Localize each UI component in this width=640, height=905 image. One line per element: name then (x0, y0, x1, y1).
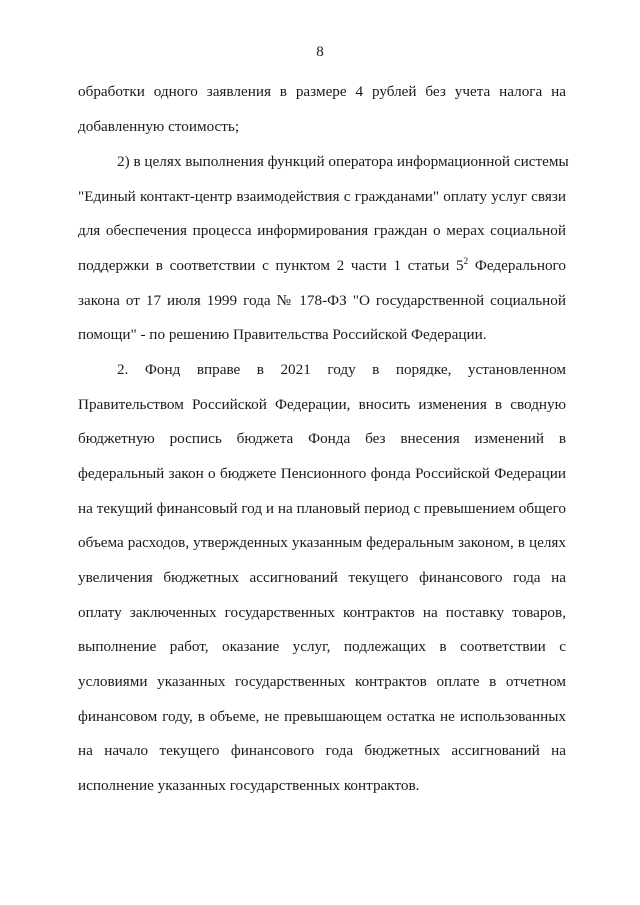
superscript: 2 (463, 256, 469, 266)
text-line: для обеспечения процесса информирования граждан о мерах социальной (78, 222, 566, 239)
page-number: 8 (316, 44, 324, 60)
text-line: 2) в целях выполнения функций оператора информационной системы (117, 153, 569, 170)
text-line: 2. Фонд вправе в 2021 году в порядке, установленном (117, 361, 566, 378)
text-line: добавленную стоимость; (78, 118, 240, 135)
text-line: Правительством Российской Федерации, вносить изменения в сводную (78, 396, 566, 413)
text-fragment: поддержки в соответствии с пунктом 2 части 1 статьи 5 (78, 257, 464, 274)
text-line: помощи" - по решению Правительства Российской Федерации. (78, 326, 487, 343)
text-line: на текущий финансовый год и на плановый период с превышением общего (78, 500, 566, 517)
text-line: на начало текущего финансового года бюджетных ассигнований на (78, 742, 566, 759)
text-line: закона от 17 июля 1999 года № 178-ФЗ "О государственной социальной (78, 292, 566, 309)
text-line: "Единый контакт-центр взаимодействия с гражданами" оплату услуг связи (78, 188, 566, 205)
text-line: выполнение работ, оказание услуг, подлежащих в соответствии с (78, 638, 566, 655)
text-fragment: Федерального (468, 257, 566, 274)
text-line: федеральный закон о бюджете Пенсионного фонда Российской Федерации (78, 465, 566, 482)
text-line: оплату заключенных государственных контрактов на поставку товаров, (78, 604, 566, 621)
text-line: увеличения бюджетных ассигнований текущего финансового года на (78, 569, 566, 586)
text-line (78, 256, 566, 276)
text-line: бюджетную роспись бюджета Фонда без внесения изменений в (78, 430, 566, 447)
text-line: условиями указанных государственных контрактов оплате в отчетном (78, 673, 566, 690)
text-line: исполнение указанных государственных контрактов. (78, 777, 420, 794)
text-line: обработки одного заявления в размере 4 рублей без учета налога на (78, 83, 566, 100)
text-line: объема расходов, утвержденных указанным федеральным законом, в целях (78, 534, 566, 551)
text-line: финансовом году, в объеме, не превышающем остатка не использованных (78, 708, 566, 725)
